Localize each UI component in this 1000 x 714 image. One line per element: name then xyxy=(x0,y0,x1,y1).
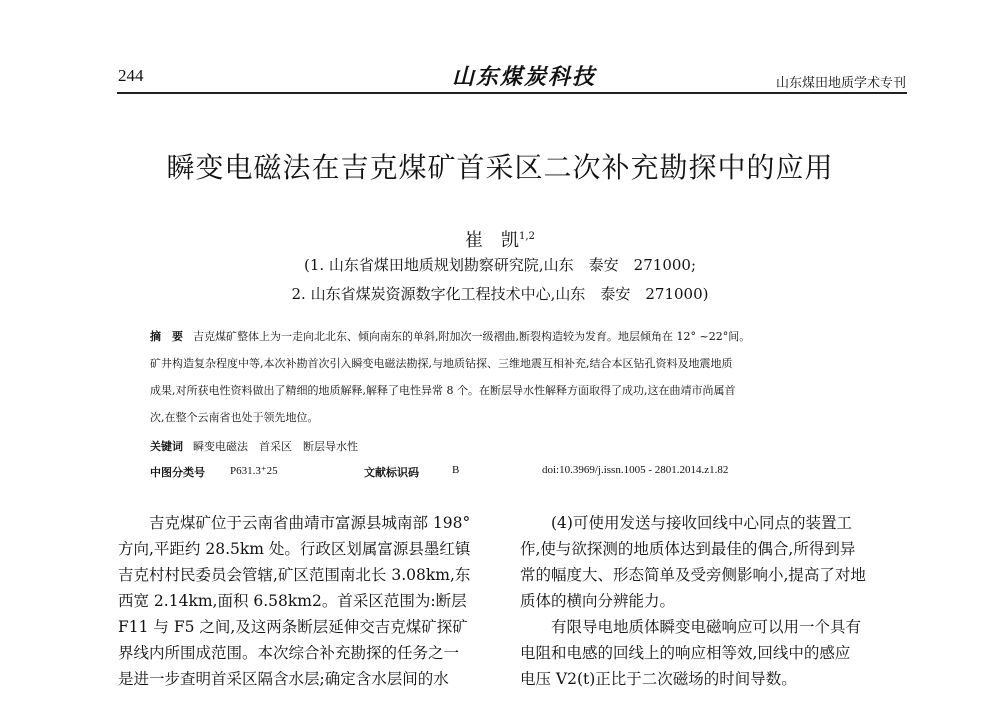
paragraph-line: (4)可使用发送与接收回线中心同点的装置工 xyxy=(520,514,852,532)
abstract-line: 矿井构造复杂程度中等,本次补勘首次引入瞬变电磁法勘探,与地质钻探、三维地震互相补充,结合本区钻孔资料及地震地质 xyxy=(150,357,733,370)
affiliation-2: 2. 山东省煤炭资源数字化工程技术中心,山东 泰安 271000) xyxy=(291,285,709,303)
clc-label: 中图分类号 xyxy=(150,466,205,479)
author-affiliation-marks: 1,2 xyxy=(519,231,535,242)
document-code-label: 文献标识码 xyxy=(364,466,419,479)
abstract-line: 成果,对所获电性资料做出了精细的地质解释,解释了电性异常 8 个。在断层导水性解释方面取得了成功,这在曲靖市尚属首 xyxy=(150,384,736,397)
paragraph-line: 电压 V2(t)正比于二次磁场的时间导数。 xyxy=(520,670,797,688)
journal-logo: 山东煤炭科技 xyxy=(452,64,597,90)
page-number: 244 xyxy=(118,66,144,85)
paragraph-line: 西宽 2.14km,面积 6.58km2。首采区范围为:断层 xyxy=(118,592,467,610)
header-rule xyxy=(117,92,907,94)
paragraph-line: 吉克村村民委员会管辖,矿区范围南北长 3.08km,东 xyxy=(118,566,471,584)
body-right-column xyxy=(520,510,900,692)
abstract-label: 摘 要 xyxy=(150,330,183,343)
article-title: 瞬变电磁法在吉克煤矿首采区二次补充勘探中的应用 xyxy=(166,151,834,184)
paragraph-line: 吉克煤矿位于云南省曲靖市富源县城南部 198° xyxy=(118,514,471,532)
keywords-value: 瞬变电磁法 首采区 断层导水性 xyxy=(193,440,358,453)
abstract-text: 吉克煤矿整体上为一走向北北东、倾向南东的单斜,附加次一级褶曲,断裂构造较为发育。地层倾角在 12° ~22°间。 xyxy=(193,330,751,343)
paragraph-line: 质体的横向分辨能力。 xyxy=(520,592,676,610)
document-code-value: B xyxy=(452,464,460,476)
paragraph-line: 作,使与欲探测的地质体达到最佳的偶合,所得到异 xyxy=(520,540,856,558)
paragraph-line: 界线内所围成范围。本次综合补充勘探的任务之一 xyxy=(118,644,460,662)
abstract-line xyxy=(150,330,890,344)
keywords-label: 关键词 xyxy=(150,440,183,453)
paragraph-line: F11 与 F5 之间,及这两条断层延伸交吉克煤矿探矿 xyxy=(118,618,468,636)
paragraph-line: 常的幅度大、形态简单及受旁侧影响小,提高了对地 xyxy=(520,566,866,584)
journal-issue-label: 山东煤田地质学术专刊 xyxy=(775,76,906,91)
paragraph-line: 有限导电地质体瞬变电磁响应可以用一个具有 xyxy=(520,618,862,636)
body-left-column xyxy=(118,510,498,692)
author-line xyxy=(0,226,1000,252)
doi: doi:10.3969/j.issn.1005 - 2801.2014.z1.82 xyxy=(542,464,729,476)
affiliation-1: (1. 山东省煤田地质规划勘察研究院,山东 泰安 271000; xyxy=(303,256,697,274)
clc-value: P631.3⁺25 xyxy=(230,465,278,477)
paragraph-line: 是进一步查明首采区隔含水层;确定含水层间的水 xyxy=(118,670,449,688)
paragraph-line: 方向,平距约 28.5km 处。行政区划属富源县墨红镇 xyxy=(118,540,471,558)
abstract-line: 次,在整个云南省也处于领先地位。 xyxy=(150,411,319,424)
paragraph-line: 电阻和电感的回线上的响应相等效,回线中的感应 xyxy=(520,644,851,662)
author-name: 崔 凯 xyxy=(465,230,520,251)
keywords-row xyxy=(150,438,358,454)
